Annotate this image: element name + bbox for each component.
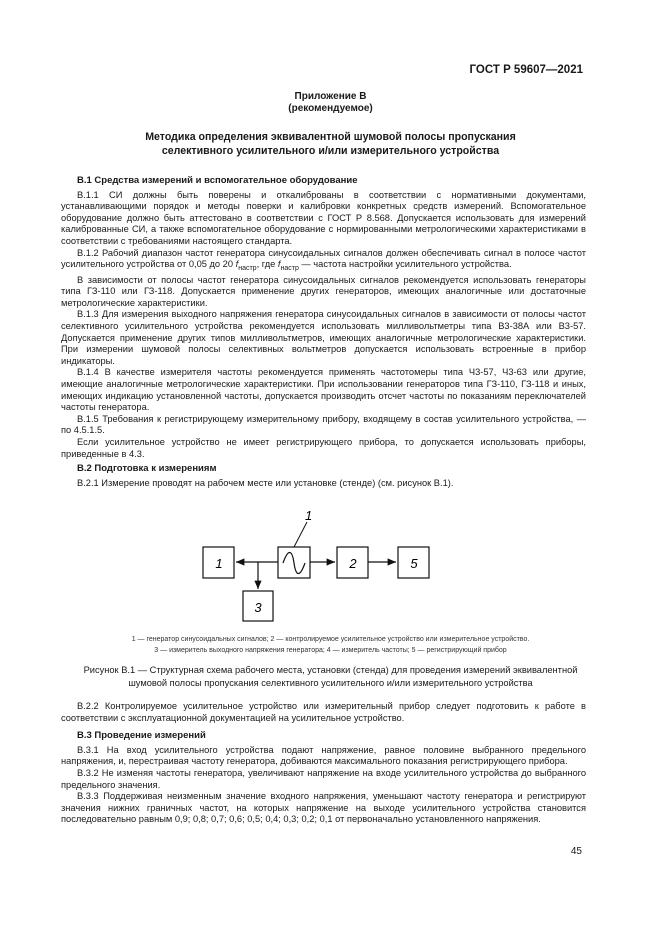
p2-part-c: — частота настройки усилительного устройства. <box>298 259 512 270</box>
paragraph-b15-cont: Если усилительное устройство не имеет регистрирующего прибора, то допускается использовать приборы, приведенные в 4.3. <box>61 436 586 459</box>
section-3-heading: В.3 Проведение измерений <box>77 730 206 742</box>
paragraph-b31: В.3.1 На вход усилительного устройства подают напряжение, равное половине выбранного предельного напряжения, и, перестраивая частоту генератора, добиваются максимального показания регистрирующего прибора. <box>61 744 586 767</box>
figure-caption-line2: шумовой полосы пропускания селективного усилительного и/или измерительного устройства <box>128 678 533 688</box>
paragraph-b15: В.1.5 Требования к регистрирующему измерительному прибору, входящему в состав усилительного устройства, — по 4.5.1.5. <box>61 413 586 436</box>
paragraph-b11: В.1.1 СИ должны быть поверены и откалиброваны в соответствии с нормативными документами, устанавливающими порядок и методы поверки и калибровки конкретных средств измерений. Вспомогательное оборудование должно быть аттестовано в соответствии с ГОСТ Р 8.568. Допускается использовать для измерений калиброванные СИ, а также вспомогательное оборудование с нормированными метрологическими характеристиками в соответствии с требованиями настоящего стандарта. <box>61 189 586 246</box>
section-2-cont <box>61 701 586 826</box>
section-1 <box>61 175 586 489</box>
paragraph-b12 <box>61 248 586 275</box>
legend-line-2: 3 — измеритель выходного напряжения генератора; 4 — измеритель частоты; 5 — регистрирующий прибор <box>154 646 507 654</box>
paragraph-b21: В.2.1 Измерение проводят на рабочем месте или установке (стенде) (см. рисунок В.1). <box>77 477 454 488</box>
annex-status: (рекомендуемое) <box>288 103 373 114</box>
paragraph-b14: В.1.4 В качестве измерителя частоты рекомендуется применять частотомеры типа Ч3-57, Ч3-63 или другие, имеющие аналогичные метрологические характеристики. При использовании генераторов типа ГЗ-110, ГЗ-118 и иных, имеющих индикацию установленной частоты, допускается производить отсчет частоты по показаниям переключателей частоты генератора. <box>61 367 586 413</box>
figure-caption <box>66 664 595 690</box>
block-diagram <box>0 505 661 630</box>
section-2-heading: В.2 Подготовка к измерениям <box>77 463 217 475</box>
section-1-heading: В.1 Средства измерений и вспомогательное оборудование <box>77 175 358 186</box>
paragraph-b12-cont: В зависимости от полосы частот генератора синусоидальных сигналов рекомендуется использовать генераторы типа ГЗ-110 или ГЗ-118. Допускается применение других генераторов, имеющих аналогичные или достаточные метрологические характеристики. <box>61 274 586 308</box>
figure-legend <box>50 635 611 656</box>
f-subscript: настр <box>238 265 257 273</box>
paragraph-b33: В.3.3 Поддерживая неизменным значение входного напряжения, уменьшают частоту генератора и регистрируют значения нижних граничных частот, на которых напряжение на выходе усилительного устройства становится последовательно равным 0,9; 0,8; 0,7; 0,6; 0,5; 0,4; 0,3; 0,2; 0,1 от первоначально установленного напряжения. <box>61 791 586 825</box>
box-1-label: 1 <box>215 556 223 571</box>
paragraph-b22: В.2.2 Контролируемое усилительное устройство или измерительный прибор следует подготовить к работе в соответствии с эксплуатационной документацией на усилительное устройство. <box>61 701 586 723</box>
method-title-line1: Методика определения эквивалентной шумовой полосы пропускания <box>145 131 516 143</box>
annex-title: Приложение В <box>294 91 367 102</box>
f-subscript-2: настр <box>280 265 299 273</box>
page-number: 45 <box>570 846 582 857</box>
callout-label: 1 <box>305 508 313 523</box>
legend-line-1: 1 — генератор синусоидальных сигналов; 2 — контролируемое усилительное устройство или измерительное устройство. <box>131 636 530 643</box>
sine-wave-icon <box>283 553 305 574</box>
f-symbol: f <box>235 259 239 270</box>
f-symbol-2: f <box>277 259 281 270</box>
callout-line <box>294 522 307 547</box>
method-title <box>0 130 661 158</box>
p2-part-b: , где <box>256 259 278 270</box>
figure-caption-line1: Рисунок В.1 — Структурная схема рабочего места, установки (стенда) для проведения измерений эквивалентной <box>83 665 578 675</box>
paragraph-b13: В.1.3 Для измерения выходного напряжения генератора синусоидальных сигналов в зависимости от полосы частот селективного усилительного устройства рекомендуется использовать милливольтметры типа В3-38А или В3-57. Допускается применение других типов милливольтметров, имеющих аналогичные метрологические характеристики. При измерении шумовой полосы селективных вольтметров допускается использовать встроенные в прибор индикаторы. <box>61 309 586 366</box>
box-3-label: 3 <box>254 600 262 615</box>
method-title-line2: селективного усилительного и/или измерительного устройства <box>161 145 500 157</box>
p2-part-a: В.1.2 Рабочий диапазон частот генератора синусоидальных сигналов должен обеспечивать сигнал в полосе частот усилительного устройства от 0,05 до 20 <box>61 247 586 270</box>
paragraph-b32: В.3.2 Не изменяя частоты генератора, увеличивают напряжение на входе усилительного устройства до выбранного предельного значения. <box>61 767 586 790</box>
box-2-label: 2 <box>349 556 357 571</box>
box-5-label: 5 <box>410 556 418 571</box>
standard-header: ГОСТ Р 59607—2021 <box>469 64 583 76</box>
